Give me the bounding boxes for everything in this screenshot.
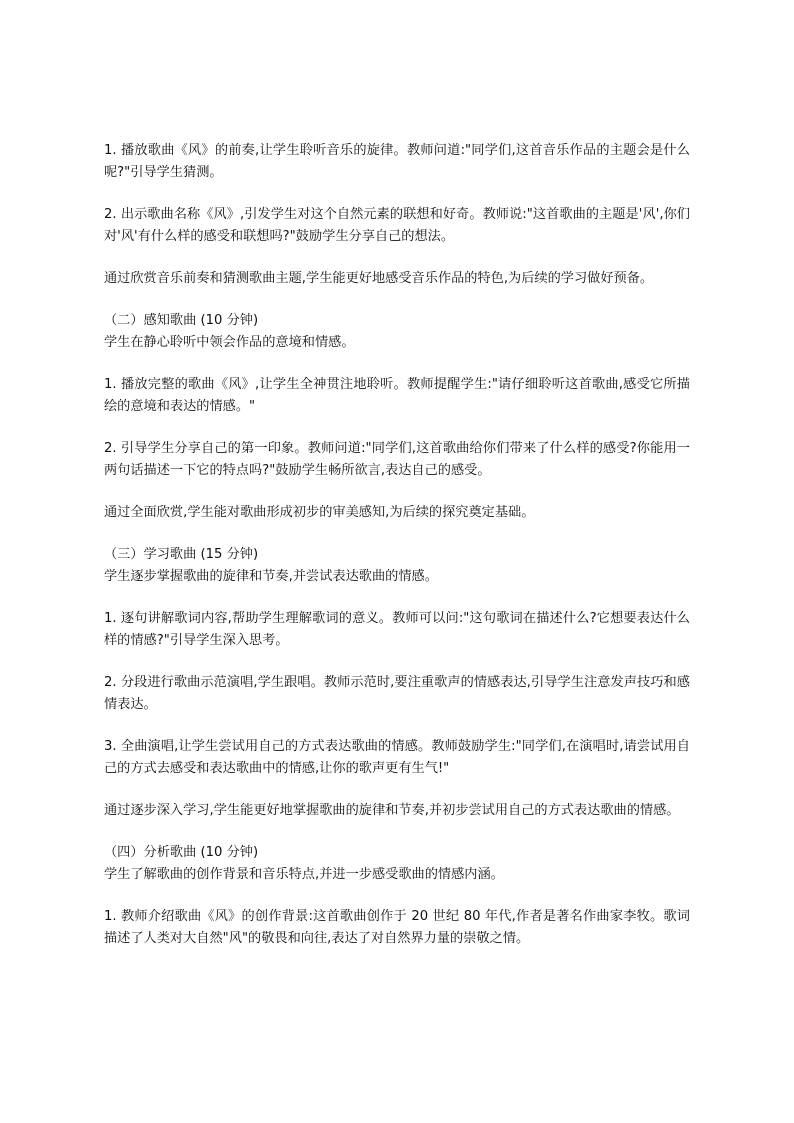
paragraph: 通过逐步深入学习,学生能更好地掌握歌曲的旋律和节奏,并初步尝试用自己的方式表达歌曲的情感。 (104, 803, 680, 818)
section-heading: （三）学习歌曲 (15 分钟) (104, 547, 259, 562)
document-page (104, 140, 690, 970)
section-block (104, 842, 690, 886)
section-block (104, 544, 690, 588)
section-intro: 学生逐步掌握歌曲的旋律和节奏,并尝试表达歌曲的情感。 (104, 569, 438, 584)
paragraph: 通过全面欣赏,学生能对歌曲形成初步的审美感知,为后续的探究奠定基础。 (104, 505, 535, 520)
paragraph: 2. 引导学生分享自己的第一印象。教师问道:"同学们,这首歌曲给你们带来了什么样的感受?你能用一两句话描述一下它的特点吗?"鼓励学生畅所欲言,表达自己的感受。 (104, 441, 690, 478)
section-heading: （二）感知歌曲 (10 分钟) (104, 313, 259, 328)
section-intro: 学生在静心聆听中领会作品的意境和情感。 (104, 335, 355, 350)
paragraph: 1. 逐句讲解歌词内容,帮助学生理解歌词的意义。教师可以问:"这句歌词在描述什么?它想要表达什么样的情感?"引导学生深入思考。 (104, 611, 690, 648)
section-heading: （四）分析歌曲 (10 分钟) (104, 845, 259, 860)
paragraph: 通过欣赏音乐前奏和猜测歌曲主题,学生能更好地感受音乐作品的特色,为后续的学习做好预备。 (104, 271, 654, 286)
paragraph: 1. 播放歌曲《风》的前奏,让学生聆听音乐的旋律。教师问道:"同学们,这首音乐作品的主题会是什么呢?"引导学生猜测。 (104, 143, 690, 180)
paragraph: 2. 分段进行歌曲示范演唱,学生跟唱。教师示范时,要注重歌声的情感表达,引导学生注意发声技巧和感情表达。 (104, 675, 690, 712)
section-block (104, 310, 690, 354)
paragraph: 1. 教师介绍歌曲《风》的创作背景:这首歌曲创作于 20 世纪 80 年代,作者是著名作曲家李牧。歌词描述了人类对大自然"风"的敬畏和向往,表达了对自然界力量的崇敬之情。 (104, 909, 690, 946)
section-intro: 学生了解歌曲的创作背景和音乐特点,并进一步感受歌曲的情感内涵。 (104, 867, 504, 882)
paragraph: 2. 出示歌曲名称《风》,引发学生对这个自然元素的联想和好奇。教师说:"这首歌曲的主题是'风',你们对'风'有什么样的感受和联想吗?"鼓励学生分享自己的想法。 (104, 207, 690, 244)
paragraph: 1. 播放完整的歌曲《风》,让学生全神贯注地聆听。教师提醒学生:"请仔细聆听这首歌曲,感受它所描绘的意境和表达的情感。" (104, 377, 690, 414)
paragraph: 3. 全曲演唱,让学生尝试用自己的方式表达歌曲的情感。教师鼓励学生:"同学们,在演唱时,请尝试用自己的方式去感受和表达歌曲中的情感,让你的歌声更有生气!" (104, 739, 690, 776)
